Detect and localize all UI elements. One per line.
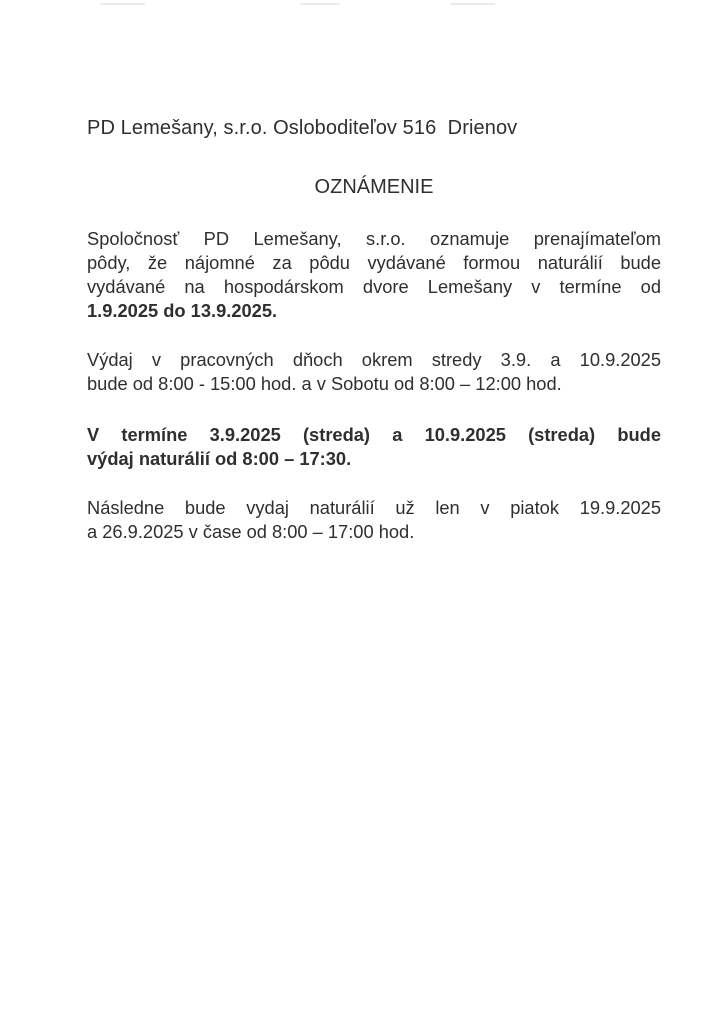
text-line: V termíne 3.9.2025 (streda) a 10.9.2025 (streda) bude (87, 424, 661, 445)
text-line: Výdaj v pracovných dňoch okrem stredy 3.9. a 10.9.2025 (87, 349, 661, 370)
paragraph-announcement (87, 227, 661, 323)
text-line: pôdy, že nájomné za pôdu vydávané formou naturálií bude (87, 252, 661, 273)
scan-artifact (100, 3, 145, 5)
company-header: PD Lemešany, s.r.o. Osloboditeľov 516 Drienov (87, 117, 518, 139)
text-line: Následne bude vydaj naturálií už len v piatok 19.9.2025 (87, 497, 661, 518)
text-line: bude od 8:00 - 15:00 hod. a v Sobotu od 8:00 – 12:00 hod. (87, 373, 562, 394)
document-title: OZNÁMENIE (314, 176, 434, 198)
date-range: 1.9.2025 do 13.9.2025. (87, 300, 278, 321)
text-line: vydávané na hospodárskom dvore Lemešany v termíne od (87, 276, 661, 297)
text-line: a 26.9.2025 v čase od 8:00 – 17:00 hod. (87, 521, 415, 542)
scan-artifact (450, 3, 495, 5)
paragraph-followup-dates (87, 496, 661, 544)
text-line: výdaj naturálií od 8:00 – 17:30. (87, 448, 352, 469)
paragraph-wednesday-hours (87, 423, 661, 471)
scan-artifact (300, 3, 340, 5)
text-line: Spoločnosť PD Lemešany, s.r.o. oznamuje prenajímateľom (87, 228, 661, 249)
paragraph-weekday-hours (87, 348, 661, 396)
